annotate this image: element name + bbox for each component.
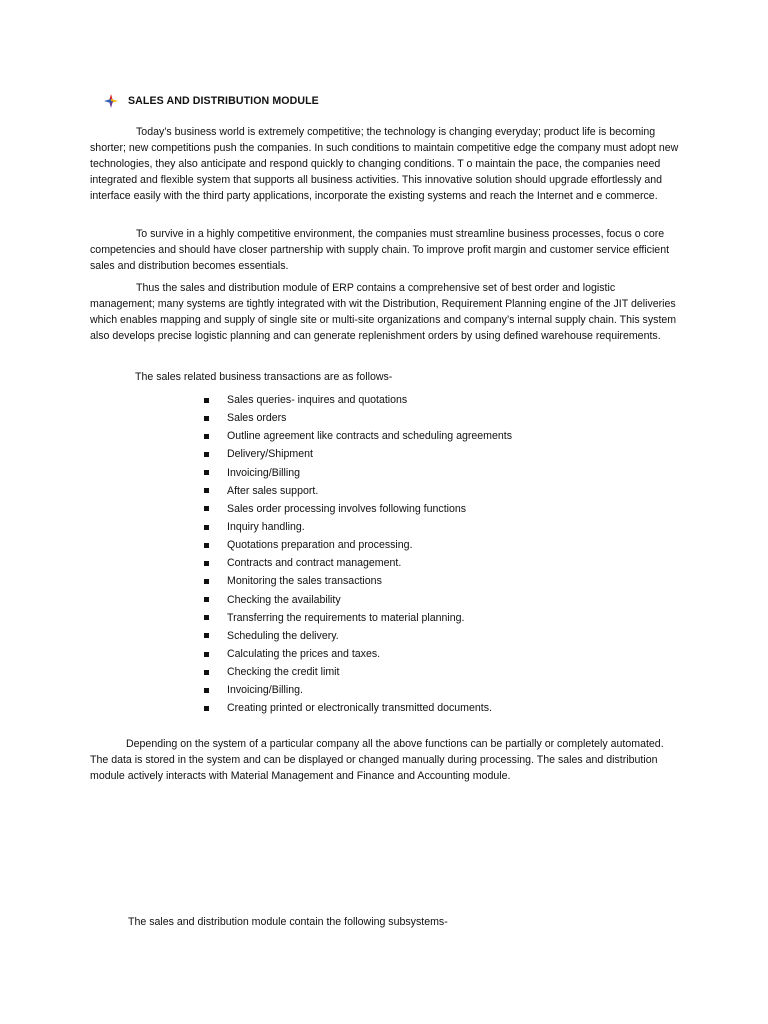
list-item — [200, 536, 512, 554]
square-bullet-icon — [204, 633, 209, 638]
paragraph-erp-module-text: Thus the sales and distribution module of ERP contains a comprehensive set of best order and logistic management; many systems are tightly integrated with wit the Distribution, Requirement Planning engine of the JIT deliveries which enables mapping and supply of single site or multi-site organizations and company’s internal supply chain. This system also develops precise logistic planning and can generate replenishment orders by using defined warehouse requirements. — [90, 282, 677, 342]
square-bullet-icon — [204, 615, 209, 620]
list-item — [200, 663, 512, 681]
square-bullet-icon — [204, 452, 209, 457]
list-item — [200, 591, 512, 609]
square-bullet-icon — [204, 579, 209, 584]
list-item — [200, 554, 512, 572]
list-item-text: Scheduling the delivery. — [227, 629, 339, 642]
list-item-text: Outline agreement like contracts and scheduling agreements — [227, 430, 513, 443]
section-heading — [104, 94, 319, 108]
square-bullet-icon — [204, 561, 209, 566]
list-item-text: Quotations preparation and processing. — [227, 539, 413, 552]
list-item-text: Sales orders — [227, 412, 287, 425]
list-item-text: Transferring the requirements to material planning. — [227, 611, 465, 624]
paragraph-automation — [90, 736, 680, 784]
list-item-text: Contracts and contract management. — [227, 557, 402, 570]
list-item-text: Delivery/Shipment — [227, 448, 313, 461]
paragraph-erp-module — [90, 280, 680, 344]
paragraph-automation-text: Depending on the system of a particular company all the above functions can be partially or completely automated. The data is stored in the system and can be displayed or changed manually during processing. The sales and distribution module actively interacts with Material Management and Finance and Accounting module. — [90, 738, 664, 782]
square-bullet-icon — [204, 525, 209, 530]
paragraph-survive — [90, 226, 680, 274]
list-item — [200, 482, 512, 500]
square-bullet-icon — [204, 470, 209, 475]
list-item — [200, 645, 512, 663]
square-bullet-icon — [204, 416, 209, 421]
list-item — [200, 518, 512, 536]
paragraph-transactions-intro: The sales related business transactions are as follows- — [135, 371, 393, 383]
paragraph-survive-text: To survive in a highly competitive environment, the companies must streamline business processes, focus o core competencies and should have closer partnership with supply chain. To improve profit margin and customer service efficient sales and distribution becomes essentials. — [90, 228, 670, 272]
section-title: SALES AND DISTRIBUTION MODULE — [128, 95, 319, 107]
square-bullet-icon — [204, 652, 209, 657]
paragraph-intro — [90, 124, 680, 204]
paragraph-subsystems: The sales and distribution module contain the following subsystems- — [128, 916, 448, 928]
transactions-list — [200, 391, 512, 718]
list-item — [200, 427, 512, 445]
list-item — [200, 464, 512, 482]
list-item-text: Calculating the prices and taxes. — [227, 647, 381, 660]
list-item — [200, 627, 512, 645]
square-bullet-icon — [204, 688, 209, 693]
paragraph-intro-text: Today’s business world is extremely competitive; the technology is changing everyday; product life is becoming shorter; new competitions push the companies. In such conditions to maintain competitive edge the company must adopt new technologies, they also anticipate and respond quickly to changing conditions. T o maintain the pace, the companies need integrated and flexible system that supports all business activities. This innovative solution should upgrade effortlessly and interface easily with the third party applications, incorporate the existing systems and reach the Internet and e commerce. — [90, 126, 679, 202]
list-item-text: Monitoring the sales transactions — [227, 575, 382, 588]
list-item-text: Sales queries- inquires and quotations — [227, 394, 408, 406]
list-item — [200, 500, 512, 518]
list-item — [200, 409, 512, 427]
square-bullet-icon — [204, 506, 209, 511]
square-bullet-icon — [204, 434, 209, 439]
square-bullet-icon — [204, 488, 209, 493]
list-item-text: After sales support. — [227, 484, 319, 497]
four-color-pinwheel-icon — [104, 94, 118, 108]
list-item-text: Sales order processing involves following functions — [227, 502, 467, 515]
list-item-text: Invoicing/Billing. — [227, 684, 303, 697]
square-bullet-icon — [204, 597, 209, 602]
list-item — [200, 572, 512, 590]
list-item — [200, 391, 512, 409]
square-bullet-icon — [204, 398, 209, 403]
list-item — [200, 445, 512, 463]
list-item — [200, 681, 512, 699]
list-item-text: Invoicing/Billing — [227, 466, 301, 479]
list-item-text: Creating printed or electronically transmitted documents. — [227, 702, 492, 715]
list-item — [200, 699, 512, 717]
list-item — [200, 609, 512, 627]
list-item-text: Inquiry handling. — [227, 520, 305, 533]
square-bullet-icon — [204, 706, 209, 711]
square-bullet-icon — [204, 543, 209, 548]
list-item-text: Checking the credit limit — [227, 666, 340, 679]
list-item-text: Checking the availability — [227, 593, 341, 606]
square-bullet-icon — [204, 670, 209, 675]
